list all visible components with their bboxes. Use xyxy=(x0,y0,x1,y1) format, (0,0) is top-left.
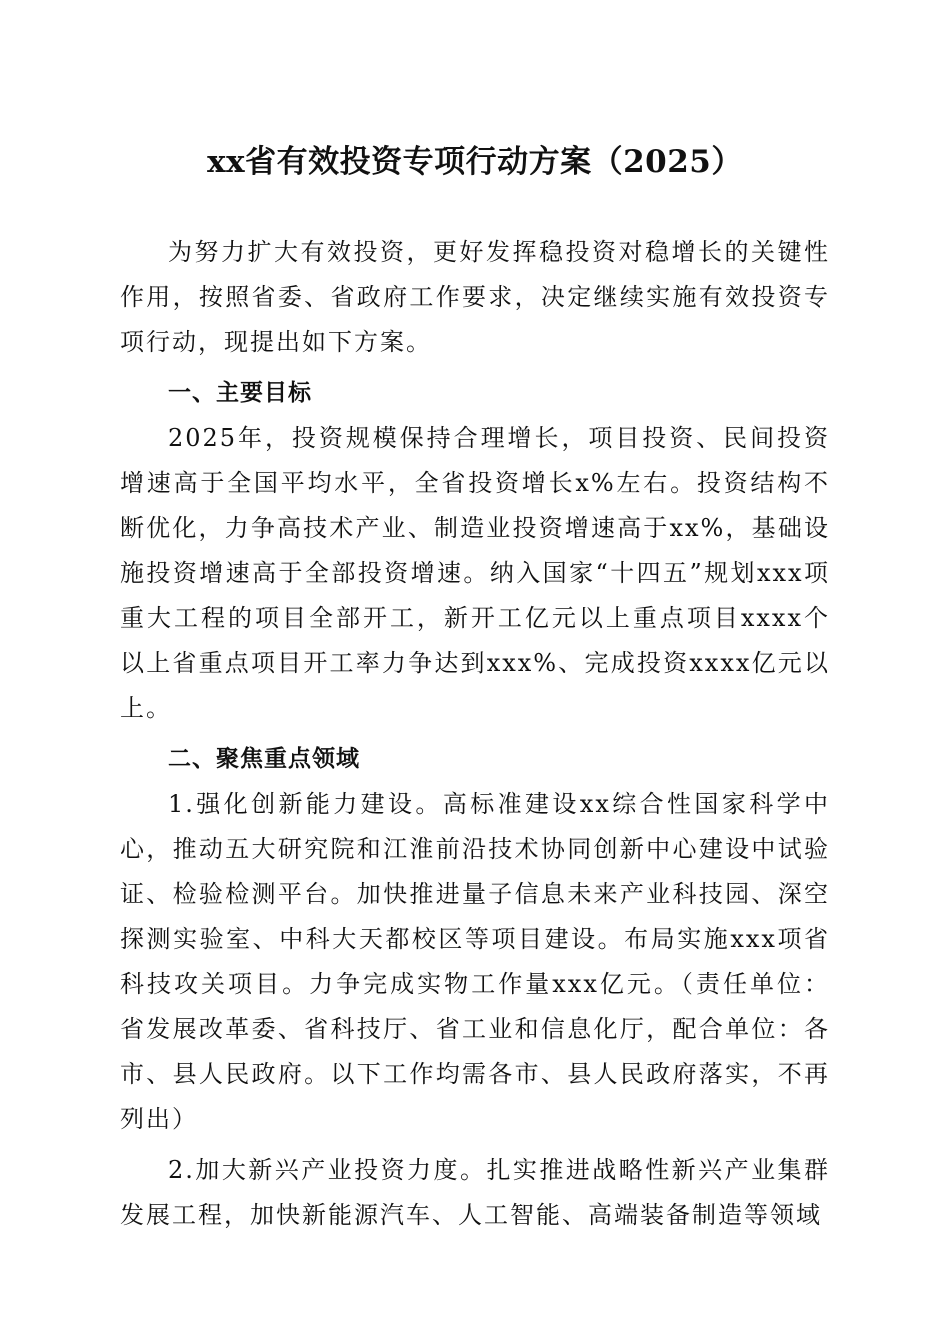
document-title: xx省有效投资专项行动方案（2025） xyxy=(207,144,743,180)
key-area-item-1: 1.强化创新能力建设。高标准建设xx综合性国家科学中心，推动五大研究院和江淮前沿技术协同创新中心建设中试验证、检验检测平台。加快推进量子信息未来产业科技园、深空探测实验室、中科大天都校区等项目建设。布局实施xxx项省科技攻关项目。力争完成实物工作量xxx亿元。（责任单位：省发展改革委、省科技厅、省工业和信息化厅，配合单位：各市、县人民政府。以下工作均需各市、县人民政府落实，不再列出） xyxy=(120,790,830,1133)
section-heading-main-goals: 一、主要目标 xyxy=(168,380,312,406)
section-heading-key-areas: 二、聚焦重点领域 xyxy=(168,746,360,772)
document-body xyxy=(120,230,830,1238)
main-goals-paragraph: 2025年，投资规模保持合理增长，项目投资、民间投资增速高于全国平均水平，全省投资增长x%左右。投资结构不断优化，力争高技术产业、制造业投资增速高于xx%，基础设施投资增速高于全部投资增速。纳入国家“十四五”规划xxx项重大工程的项目全部开工，新开工亿元以上重点项目xxxx个以上省重点项目开工率力争达到xxx%、完成投资xxxx亿元以上。 xyxy=(120,424,830,722)
key-area-item-2: 2.加大新兴产业投资力度。扎实推进战略性新兴产业集群发展工程，加快新能源汽车、人工智能、高端装备制造等领域 xyxy=(120,1156,830,1229)
intro-paragraph: 为努力扩大有效投资，更好发挥稳投资对稳增长的关键性作用，按照省委、省政府工作要求，决定继续实施有效投资专项行动，现提出如下方案。 xyxy=(120,238,830,356)
